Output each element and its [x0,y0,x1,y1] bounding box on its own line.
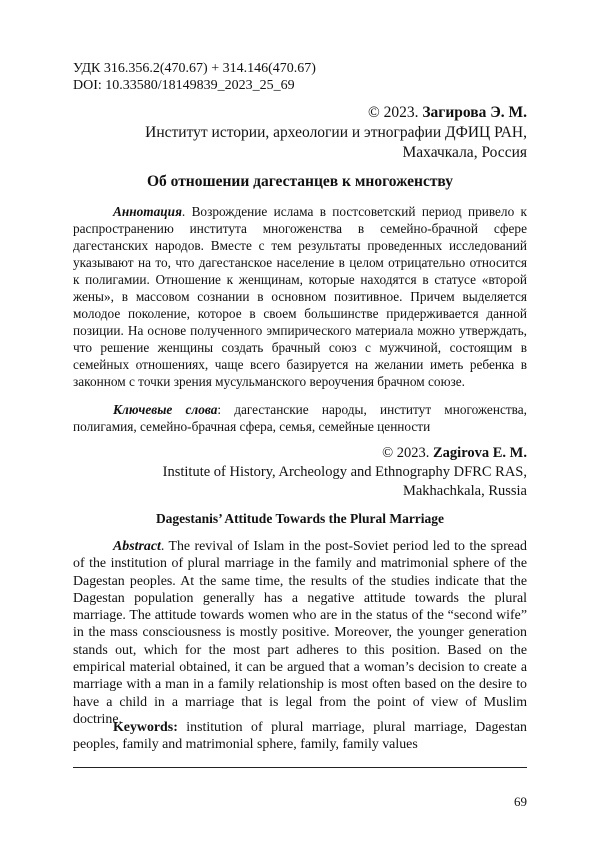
author-block-ru [145,103,527,163]
author-name-ru: Загирова Э. М. [422,104,527,121]
article-title-en: Dagestanis’ Attitude Towards the Plural Marriage [155,511,445,526]
abstract-ru [73,203,527,390]
affiliation-ru: Институт истории, археологии и этнографии ДФИЦ РАН, [145,124,527,141]
page-number: 69 [514,794,527,809]
keywords-en [73,719,527,754]
keywords-text-en: institution of plural marriage, plural marriage, Dagestan peoples, family and matrimonial sphere, family, family values [73,720,527,753]
city-en: Makhachkala, Russia [402,483,527,499]
udk-code: УДК 316.356.2(470.67) + 314.146(470.67) [73,61,316,76]
footer-divider [73,767,527,768]
city-ru: Махачкала, Россия [402,144,527,161]
abstract-label-ru: Аннотация [113,204,182,219]
abstract-en [73,538,527,728]
abstract-label-en: Abstract [113,539,161,554]
article-metadata [73,60,316,94]
keywords-label-en: Keywords: [113,720,178,735]
affiliation-en: Institute of History, Archeology and Ethnography DFRC RAS, [162,464,527,480]
article-title-ru: Об отношении дагестанцев к многоженству [146,173,454,190]
author-name-en: Zagirova E. M. [433,445,527,461]
abstract-text-ru: . Возрождение ислама в постсоветский период привело к распространению института многоженства в семейно-брачной сфере дагестанских народов. Вместе с тем результаты проведенных исследований указывают на то, что дагестанское население в целом отрицательно относится к полигамии. Отношение к женщинам, которые находятся в статусе «второй жены», в массовом сознании в основном позитивное. Причем выделяется молодое поколение, которое в своем большинстве придерживается данной позиции. На основе полученного эмпирического материала можно утверждать, что решение женщины создать брачный союз с мужчиной, состоящим в семейных отношениях, чаще всего базируется на желании иметь ребенка в законном с точки зрения мусульманского вероучения брачном союзе. [73,204,527,389]
copyright-en: © 2023. [382,445,430,461]
doi: DOI: 10.33580/18149839_2023_25_69 [73,78,295,93]
abstract-text-en: . The revival of Islam in the post-Soviet period led to the spread of the institution of plural marriage in the family and matrimonial sphere of the Dagestan peoples. At the same time, the results of the studies indicate that the Dagestan population generally has a negative attitude towards the plural marriage. The attitude towards women who are in the status of the “second wife” in the mass consciousness is mostly positive. Moreover, the younger generation stands out, which for the most part adheres to this position. Based on the empirical material obtained, it can be argued that a woman’s decision to create a marriage with a man in a family relationship is most often based on the desire to have a child in a marriage that is legal from the point of view of Muslim doctrine. [73,539,527,727]
copyright-ru: © 2023. [367,104,419,121]
keywords-label-ru: Ключевые слова [113,402,218,417]
author-block-en [163,444,527,501]
keywords-text-ru: : дагестанские народы, институт многоженства, полигамия, семейно-брачная сфера, семья, семейные ценности [73,402,527,434]
keywords-ru [73,401,527,435]
